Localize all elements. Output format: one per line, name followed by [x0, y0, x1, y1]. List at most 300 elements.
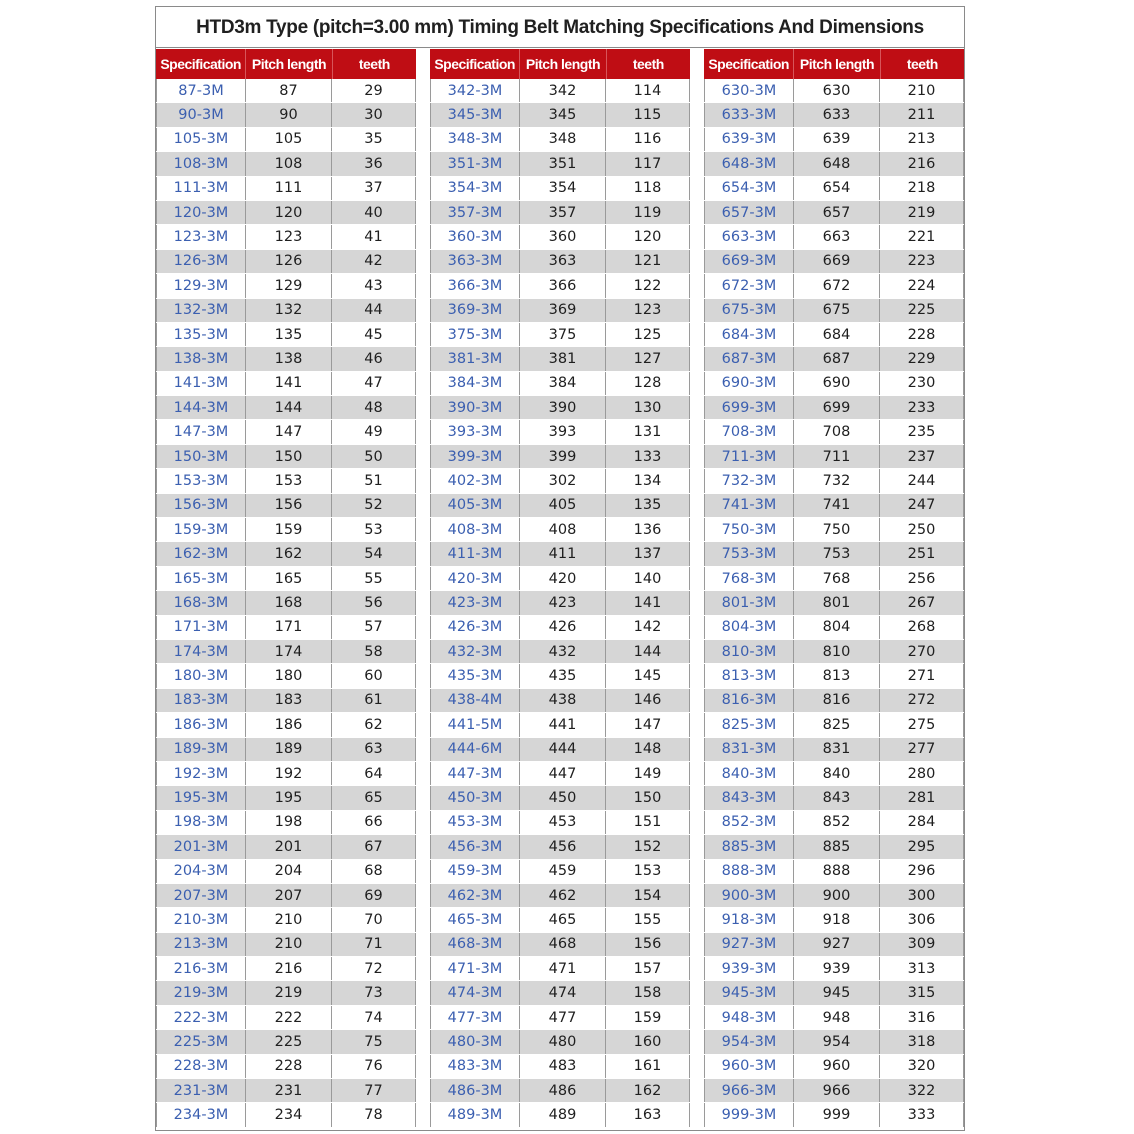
table-row [430, 469, 690, 493]
cell-specification: 393-3M [430, 420, 520, 443]
cell-teeth: 65 [332, 786, 416, 809]
table-row [430, 494, 690, 518]
cell-teeth: 161 [606, 1055, 690, 1078]
table-row [430, 201, 690, 225]
cell-teeth: 275 [880, 713, 964, 736]
table-blocks [156, 49, 964, 1130]
cell-teeth: 251 [880, 542, 964, 565]
cell-specification: 633-3M [704, 103, 794, 126]
cell-pitch-length: 447 [520, 762, 606, 785]
cell-pitch-length: 135 [246, 323, 332, 346]
cell-specification: 345-3M [430, 103, 520, 126]
cell-pitch-length: 438 [520, 689, 606, 712]
cell-teeth: 43 [332, 274, 416, 297]
table-row [704, 103, 964, 127]
cell-specification: 918-3M [704, 908, 794, 931]
cell-teeth: 61 [332, 689, 416, 712]
cell-teeth: 148 [606, 738, 690, 761]
cell-specification: 381-3M [430, 347, 520, 370]
table-row [156, 396, 416, 420]
cell-specification: 639-3M [704, 128, 794, 151]
table-row [704, 396, 964, 420]
table-row [430, 445, 690, 469]
cell-pitch-length: 168 [246, 591, 332, 614]
table-row [704, 835, 964, 859]
cell-pitch-length: 918 [794, 908, 880, 931]
cell-specification: 153-3M [156, 469, 246, 492]
cell-pitch-length: 90 [246, 103, 332, 126]
cell-teeth: 309 [880, 933, 964, 956]
table-row [156, 542, 416, 566]
cell-pitch-length: 708 [794, 420, 880, 443]
cell-specification: 108-3M [156, 152, 246, 175]
cell-teeth: 313 [880, 957, 964, 980]
cell-pitch-length: 753 [794, 542, 880, 565]
table-row [156, 323, 416, 347]
cell-pitch-length: 156 [246, 494, 332, 517]
cell-specification: 201-3M [156, 835, 246, 858]
cell-teeth: 145 [606, 664, 690, 687]
cell-teeth: 131 [606, 420, 690, 443]
cell-specification: 441-5M [430, 713, 520, 736]
cell-pitch-length: 159 [246, 518, 332, 541]
table-row [156, 518, 416, 542]
table-row [704, 274, 964, 298]
cell-teeth: 219 [880, 201, 964, 224]
table-row [704, 542, 964, 566]
cell-specification: 147-3M [156, 420, 246, 443]
header-specification: Specification [156, 49, 246, 79]
cell-pitch-length: 360 [520, 225, 606, 248]
cell-pitch-length: 459 [520, 860, 606, 883]
cell-teeth: 149 [606, 762, 690, 785]
table-row [430, 274, 690, 298]
cell-specification: 699-3M [704, 396, 794, 419]
cell-specification: 810-3M [704, 640, 794, 663]
table-row [430, 79, 690, 103]
cell-teeth: 211 [880, 103, 964, 126]
cell-pitch-length: 900 [794, 884, 880, 907]
table-row [704, 1079, 964, 1103]
table-row [704, 616, 964, 640]
cell-teeth: 51 [332, 469, 416, 492]
cell-specification: 180-3M [156, 664, 246, 687]
cell-pitch-length: 384 [520, 372, 606, 395]
cell-pitch-length: 657 [794, 201, 880, 224]
cell-specification: 927-3M [704, 933, 794, 956]
cell-teeth: 140 [606, 567, 690, 590]
table-row [156, 1030, 416, 1054]
table-row [704, 1055, 964, 1079]
cell-teeth: 318 [880, 1030, 964, 1053]
table-row [156, 762, 416, 786]
cell-teeth: 78 [332, 1103, 416, 1126]
cell-teeth: 71 [332, 933, 416, 956]
cell-pitch-length: 687 [794, 347, 880, 370]
table-row [704, 957, 964, 981]
cell-pitch-length: 432 [520, 640, 606, 663]
cell-specification: 825-3M [704, 713, 794, 736]
cell-teeth: 144 [606, 640, 690, 663]
table-row [156, 445, 416, 469]
table-row [704, 518, 964, 542]
cell-specification: 948-3M [704, 1006, 794, 1029]
cell-pitch-length: 885 [794, 835, 880, 858]
cell-pitch-length: 216 [246, 957, 332, 980]
cell-pitch-length: 366 [520, 274, 606, 297]
cell-teeth: 218 [880, 177, 964, 200]
table-row [156, 616, 416, 640]
cell-pitch-length: 204 [246, 860, 332, 883]
cell-pitch-length: 489 [520, 1103, 606, 1126]
table-row [430, 811, 690, 835]
cell-teeth: 120 [606, 225, 690, 248]
cell-pitch-length: 804 [794, 616, 880, 639]
cell-teeth: 159 [606, 1006, 690, 1029]
cell-specification: 234-3M [156, 1103, 246, 1126]
cell-specification: 684-3M [704, 323, 794, 346]
cell-pitch-length: 699 [794, 396, 880, 419]
cell-specification: 123-3M [156, 225, 246, 248]
cell-pitch-length: 198 [246, 811, 332, 834]
header-specification: Specification [430, 49, 520, 79]
cell-teeth: 123 [606, 299, 690, 322]
cell-teeth: 135 [606, 494, 690, 517]
cell-teeth: 221 [880, 225, 964, 248]
cell-specification: 675-3M [704, 299, 794, 322]
cell-teeth: 315 [880, 981, 964, 1004]
table-row [156, 128, 416, 152]
cell-teeth: 121 [606, 250, 690, 273]
cell-pitch-length: 639 [794, 128, 880, 151]
cell-pitch-length: 954 [794, 1030, 880, 1053]
table-row [704, 201, 964, 225]
cell-teeth: 69 [332, 884, 416, 907]
cell-pitch-length: 183 [246, 689, 332, 712]
cell-pitch-length: 393 [520, 420, 606, 443]
table-row [430, 762, 690, 786]
cell-specification: 186-3M [156, 713, 246, 736]
cell-specification: 222-3M [156, 1006, 246, 1029]
cell-specification: 456-3M [430, 835, 520, 858]
cell-specification: 426-3M [430, 616, 520, 639]
cell-specification: 813-3M [704, 664, 794, 687]
cell-specification: 132-3M [156, 299, 246, 322]
cell-teeth: 163 [606, 1103, 690, 1126]
cell-teeth: 50 [332, 445, 416, 468]
cell-teeth: 153 [606, 860, 690, 883]
cell-teeth: 30 [332, 103, 416, 126]
cell-specification: 732-3M [704, 469, 794, 492]
cell-pitch-length: 180 [246, 664, 332, 687]
cell-teeth: 247 [880, 494, 964, 517]
cell-teeth: 267 [880, 591, 964, 614]
cell-pitch-length: 105 [246, 128, 332, 151]
table-row [430, 542, 690, 566]
table-row [156, 933, 416, 957]
cell-pitch-length: 486 [520, 1079, 606, 1102]
cell-pitch-length: 171 [246, 616, 332, 639]
cell-specification: 888-3M [704, 860, 794, 883]
cell-pitch-length: 684 [794, 323, 880, 346]
cell-pitch-length: 450 [520, 786, 606, 809]
cell-specification: 840-3M [704, 762, 794, 785]
cell-specification: 477-3M [430, 1006, 520, 1029]
cell-pitch-length: 741 [794, 494, 880, 517]
cell-pitch-length: 120 [246, 201, 332, 224]
table-row [156, 250, 416, 274]
table-row [430, 1030, 690, 1054]
cell-pitch-length: 471 [520, 957, 606, 980]
cell-specification: 207-3M [156, 884, 246, 907]
table-row [430, 420, 690, 444]
cell-specification: 369-3M [430, 299, 520, 322]
cell-pitch-length: 351 [520, 152, 606, 175]
cell-teeth: 271 [880, 664, 964, 687]
table-row [704, 250, 964, 274]
cell-specification: 486-3M [430, 1079, 520, 1102]
table-row [430, 323, 690, 347]
cell-specification: 630-3M [704, 79, 794, 102]
cell-specification: 138-3M [156, 347, 246, 370]
table-row [704, 128, 964, 152]
table-row [704, 811, 964, 835]
cell-pitch-length: 966 [794, 1079, 880, 1102]
cell-specification: 111-3M [156, 177, 246, 200]
header-teeth: teeth [632, 56, 664, 72]
cell-pitch-length: 345 [520, 103, 606, 126]
cell-teeth: 256 [880, 567, 964, 590]
spec-sheet [155, 6, 965, 1131]
cell-pitch-length: 810 [794, 640, 880, 663]
cell-pitch-length: 150 [246, 445, 332, 468]
table-row [704, 664, 964, 688]
cell-specification: 375-3M [430, 323, 520, 346]
table-row [156, 201, 416, 225]
cell-specification: 852-3M [704, 811, 794, 834]
cell-pitch-length: 369 [520, 299, 606, 322]
table-row [156, 591, 416, 615]
table-block-3 [704, 49, 964, 1130]
cell-specification: 390-3M [430, 396, 520, 419]
table-row [430, 518, 690, 542]
cell-pitch-length: 732 [794, 469, 880, 492]
table-row [704, 689, 964, 713]
cell-pitch-length: 444 [520, 738, 606, 761]
cell-specification: 654-3M [704, 177, 794, 200]
cell-pitch-length: 960 [794, 1055, 880, 1078]
cell-teeth: 35 [332, 128, 416, 151]
cell-specification: 357-3M [430, 201, 520, 224]
cell-specification: 939-3M [704, 957, 794, 980]
table-row [430, 1006, 690, 1030]
cell-teeth: 296 [880, 860, 964, 883]
cell-teeth: 53 [332, 518, 416, 541]
cell-teeth: 300 [880, 884, 964, 907]
cell-teeth: 156 [606, 933, 690, 956]
cell-specification: 150-3M [156, 445, 246, 468]
cell-teeth: 55 [332, 567, 416, 590]
cell-specification: 804-3M [704, 616, 794, 639]
cell-pitch-length: 927 [794, 933, 880, 956]
header-pitch-length: Pitch length [246, 49, 332, 79]
cell-teeth: 281 [880, 786, 964, 809]
table-row [704, 981, 964, 1005]
cell-teeth: 63 [332, 738, 416, 761]
cell-teeth: 74 [332, 1006, 416, 1029]
cell-teeth: 60 [332, 664, 416, 687]
cell-pitch-length: 453 [520, 811, 606, 834]
cell-pitch-length: 144 [246, 396, 332, 419]
table-row [704, 1006, 964, 1030]
cell-teeth: 272 [880, 689, 964, 712]
cell-teeth: 277 [880, 738, 964, 761]
table-row [156, 299, 416, 323]
table-row [430, 225, 690, 249]
cell-teeth: 268 [880, 616, 964, 639]
cell-teeth: 73 [332, 981, 416, 1004]
cell-specification: 453-3M [430, 811, 520, 834]
cell-specification: 363-3M [430, 250, 520, 273]
cell-teeth: 134 [606, 469, 690, 492]
cell-teeth: 237 [880, 445, 964, 468]
table-row [430, 1055, 690, 1079]
cell-pitch-length: 690 [794, 372, 880, 395]
cell-pitch-length: 816 [794, 689, 880, 712]
cell-teeth: 66 [332, 811, 416, 834]
header-teeth: teeth [906, 56, 938, 72]
cell-pitch-length: 675 [794, 299, 880, 322]
cell-teeth: 40 [332, 201, 416, 224]
cell-teeth: 54 [332, 542, 416, 565]
cell-pitch-length: 441 [520, 713, 606, 736]
cell-pitch-length: 456 [520, 835, 606, 858]
cell-specification: 663-3M [704, 225, 794, 248]
table-row [430, 591, 690, 615]
cell-pitch-length: 357 [520, 201, 606, 224]
cell-pitch-length: 375 [520, 323, 606, 346]
cell-specification: 408-3M [430, 518, 520, 541]
cell-pitch-length: 426 [520, 616, 606, 639]
table-row [704, 372, 964, 396]
table-row [156, 372, 416, 396]
cell-teeth: 235 [880, 420, 964, 443]
cell-specification: 999-3M [704, 1103, 794, 1126]
table-row [704, 299, 964, 323]
table-row [156, 738, 416, 762]
cell-specification: 351-3M [430, 152, 520, 175]
cell-specification: 384-3M [430, 372, 520, 395]
cell-teeth: 77 [332, 1079, 416, 1102]
cell-pitch-length: 225 [246, 1030, 332, 1053]
cell-pitch-length: 435 [520, 664, 606, 687]
cell-specification: 447-3M [430, 762, 520, 785]
cell-pitch-length: 210 [246, 933, 332, 956]
table-row [430, 835, 690, 859]
table-row [430, 713, 690, 737]
table-row [156, 835, 416, 859]
cell-pitch-length: 672 [794, 274, 880, 297]
cell-pitch-length: 711 [794, 445, 880, 468]
cell-pitch-length: 186 [246, 713, 332, 736]
header-specification: Specification [704, 49, 794, 79]
cell-pitch-length: 108 [246, 152, 332, 175]
cell-specification: 480-3M [430, 1030, 520, 1053]
table-row [430, 567, 690, 591]
cell-teeth: 230 [880, 372, 964, 395]
cell-specification: 225-3M [156, 1030, 246, 1053]
cell-specification: 213-3M [156, 933, 246, 956]
table-row [156, 1079, 416, 1103]
table-row [156, 469, 416, 493]
table-row [156, 494, 416, 518]
cell-teeth: 122 [606, 274, 690, 297]
cell-pitch-length: 147 [246, 420, 332, 443]
table-row [704, 786, 964, 810]
cell-specification: 399-3M [430, 445, 520, 468]
cell-specification: 954-3M [704, 1030, 794, 1053]
cell-teeth: 118 [606, 177, 690, 200]
cell-pitch-length: 663 [794, 225, 880, 248]
table-row [430, 738, 690, 762]
cell-teeth: 72 [332, 957, 416, 980]
cell-teeth: 137 [606, 542, 690, 565]
cell-pitch-length: 132 [246, 299, 332, 322]
table-row [156, 981, 416, 1005]
cell-specification: 192-3M [156, 762, 246, 785]
block-gap [690, 49, 704, 1130]
table-row [430, 250, 690, 274]
cell-specification: 120-3M [156, 201, 246, 224]
cell-specification: 219-3M [156, 981, 246, 1004]
table-row [704, 860, 964, 884]
cell-teeth: 154 [606, 884, 690, 907]
cell-specification: 420-3M [430, 567, 520, 590]
cell-specification: 216-3M [156, 957, 246, 980]
cell-teeth: 295 [880, 835, 964, 858]
cell-specification: 489-3M [430, 1103, 520, 1126]
cell-pitch-length: 342 [520, 79, 606, 102]
cell-teeth: 125 [606, 323, 690, 346]
cell-specification: 474-3M [430, 981, 520, 1004]
cell-pitch-length: 474 [520, 981, 606, 1004]
cell-pitch-length: 363 [520, 250, 606, 273]
cell-pitch-length: 354 [520, 177, 606, 200]
table-row [704, 713, 964, 737]
table-block-2 [430, 49, 690, 1130]
table-row [430, 128, 690, 152]
table-row [704, 79, 964, 103]
table-row [156, 567, 416, 591]
cell-teeth: 44 [332, 299, 416, 322]
cell-pitch-length: 420 [520, 567, 606, 590]
table-row [156, 884, 416, 908]
cell-teeth: 127 [606, 347, 690, 370]
cell-teeth: 155 [606, 908, 690, 931]
cell-teeth: 56 [332, 591, 416, 614]
cell-specification: 471-3M [430, 957, 520, 980]
cell-pitch-length: 831 [794, 738, 880, 761]
cell-teeth: 62 [332, 713, 416, 736]
cell-teeth: 48 [332, 396, 416, 419]
cell-pitch-length: 843 [794, 786, 880, 809]
cell-specification: 960-3M [704, 1055, 794, 1078]
header-pitch-length: Pitch length [520, 49, 606, 79]
cell-specification: 342-3M [430, 79, 520, 102]
table-row [156, 152, 416, 176]
cell-teeth: 130 [606, 396, 690, 419]
table-row [704, 420, 964, 444]
